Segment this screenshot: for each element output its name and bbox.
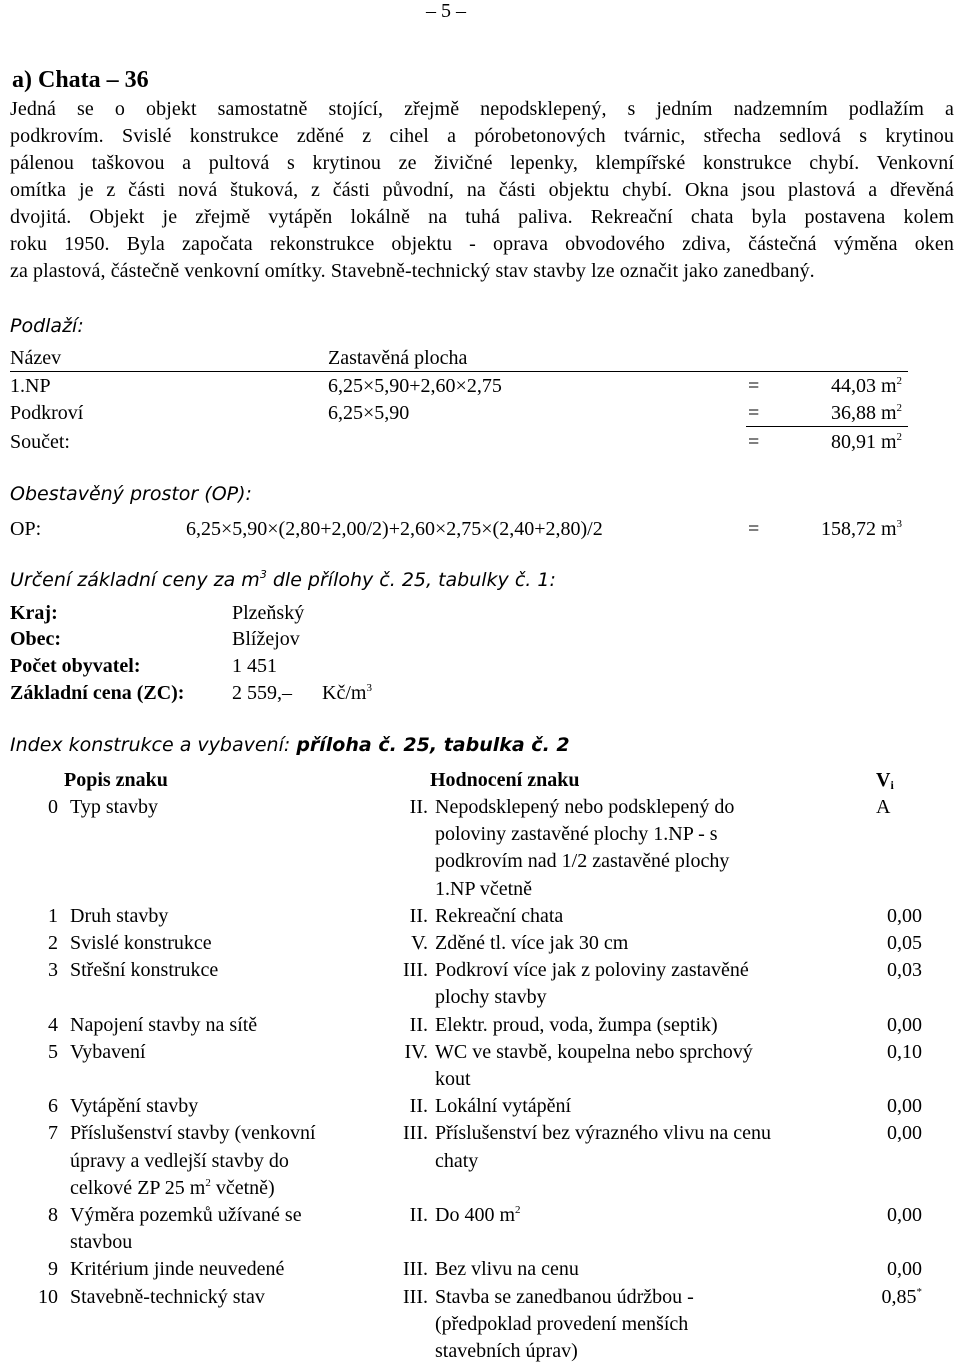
floor-row-name: 1.NP (10, 375, 51, 397)
description-line: pálenou taškovou a pultová s krytinou ze živičné lepenky, klempířské konstrukce chybí. Venkovní (10, 152, 954, 174)
index-row-value: 0,00 (887, 904, 922, 927)
index-row-grade: II. (409, 904, 428, 927)
index-row-number: 1 (48, 904, 58, 927)
description-line: za plastová, částečně venkovní omítky. Stavebně-technický stav stavby lze označit jako zanedbaný. (10, 260, 815, 282)
index-row-number: 4 (48, 1013, 58, 1036)
base-price-heading: Určení základní ceny za $m^3$ dle přílohy č. 25, tabulky č. 1: (10, 568, 556, 591)
volume-formula: 6,25×5,90×(2,80+2,00/2)+2,60×2,75×(2,40+2,80)/2 (186, 518, 603, 540)
index-row-name: stavbou (70, 1231, 133, 1254)
floors-header-rule (10, 371, 908, 372)
page-number: – 5 – (426, 0, 466, 22)
index-row-number: 5 (48, 1040, 58, 1063)
index-row-value: A (876, 796, 891, 818)
index-row-grade: II. (409, 1204, 428, 1226)
index-row-number: 7 (48, 1122, 58, 1145)
description-line: podkrovím. Svislé konstrukce zděné z cihel a pórobetonových tvárnic, střecha sedlová s krytinou (10, 125, 954, 147)
col-sign-header: Popis znaku (64, 769, 168, 791)
index-row-name: úpravy a vedlejší stavby do (70, 1149, 289, 1172)
floor-row-formula: 6,25×5,90 (328, 402, 410, 424)
index-row-value: 0,05 (887, 932, 922, 954)
index-row-desc: WC ve stavbě, koupelna nebo sprchový (435, 1040, 753, 1063)
volume-eq: = (748, 518, 760, 540)
floors-total-eq: = (748, 431, 760, 453)
index-row-name: Vybavení (70, 1040, 146, 1063)
base-price-label: Základní cena (ZC): (10, 682, 185, 704)
index-row-name: Příslušenství stavby (venkovní (70, 1122, 316, 1145)
index-row-number: 6 (48, 1095, 58, 1118)
index-row-desc: Bez vlivu na cenu (435, 1258, 579, 1281)
index-row-grade: V. (411, 932, 428, 954)
index-row-value: 0,10 (887, 1040, 922, 1063)
index-row-desc: podkrovím nad 1/2 zastavěné plochy (435, 850, 730, 873)
base-price-value: 2 559,– (232, 682, 292, 704)
index-row-name: Typ stavby (70, 796, 159, 818)
index-row-value: 0,85* (881, 1285, 922, 1308)
index-row-value: 0,03 (887, 959, 922, 982)
obec-label: Obec: (10, 628, 62, 650)
description-line: roku 1950. Byla započata rekonstrukce objektu - oprava obvodového zdiva, částečná výměna oken (10, 233, 954, 255)
index-row-name: celkové ZP 25 $m^2$ včetně) (70, 1176, 275, 1199)
floors-col-name: Název (10, 347, 62, 369)
index-row-name: Střešní konstrukce (70, 959, 219, 982)
index-row-grade: IV. (404, 1040, 428, 1063)
index-row-desc: kout (435, 1068, 471, 1090)
description-line: omítka je z části nová štuková, z části původní, na části objektu chybí. Okna jsou plastová a dřevěná (10, 179, 954, 201)
index-row-desc: Podkroví více jak z poloviny zastavěné (435, 959, 749, 982)
floor-row-eq: = (748, 375, 760, 397)
index-row-name: Vytápění stavby (70, 1095, 199, 1118)
index-row-grade: III. (403, 1258, 428, 1281)
obec-value: Blížejov (232, 628, 300, 650)
col-v-header: $V_i$ (876, 769, 894, 792)
floors-heading: Podlaží: (10, 315, 84, 337)
index-row-grade: III. (403, 1122, 428, 1145)
kraj-value: Plzeňský (232, 602, 305, 624)
volume-value: 158,72 $m^3$ (820, 518, 902, 540)
index-row-grade: II. (409, 1013, 428, 1036)
floor-row-name: Podkroví (10, 402, 84, 424)
index-row-desc: chaty (435, 1149, 479, 1172)
floors-sum-rule (746, 426, 908, 427)
col-eval-header: Hodnocení znaku (430, 769, 580, 791)
index-row-desc: Zděné tl. více jak 30 cm (435, 932, 629, 954)
volume-heading: Obestavěný prostor (OP): (10, 483, 252, 505)
index-row-name: Druh stavby (70, 904, 169, 927)
index-row-desc: stavebních úprav) (435, 1340, 578, 1362)
index-row-value: 0,00 (887, 1095, 922, 1118)
volume-label: OP: (10, 518, 42, 540)
index-row-desc: Stavba se zanedbanou údržbou - (435, 1285, 694, 1308)
index-row-number: 2 (48, 932, 58, 954)
index-row-number: 0 (48, 796, 58, 818)
index-row-desc: Lokální vytápění (435, 1095, 572, 1118)
index-row-desc: (předpoklad provedení menších (435, 1312, 689, 1335)
base-price-unit: $Kč/m^3$ (322, 682, 372, 704)
index-heading: Index konstrukce a vybavení: příloha č. 25, tabulka č. 2 (10, 734, 570, 756)
population-value: 1 451 (232, 655, 277, 677)
section-heading: a) Chata – 36 (12, 67, 149, 93)
index-row-value: 0,00 (887, 1204, 922, 1226)
floor-row-value: 44,03 $m^2$ (830, 375, 902, 397)
index-row-desc: Rekreační chata (435, 904, 564, 927)
population-label: Počet obyvatel: (10, 655, 141, 677)
index-row-desc: Elektr. proud, voda, žumpa (septik) (435, 1013, 718, 1036)
index-row-number: 3 (48, 959, 58, 982)
floors-total-label: Součet: (10, 431, 70, 453)
index-row-desc: Nepodsklepený nebo podsklepený do (435, 796, 735, 818)
index-row-desc: Do 400 $m^2$ (435, 1204, 521, 1226)
index-row-grade: II. (409, 1095, 428, 1118)
floor-row-value: 36,88 $m^2$ (830, 402, 902, 424)
index-row-grade: III. (403, 959, 428, 982)
index-row-grade: III. (403, 1285, 428, 1308)
index-row-name: Kritérium jinde neuvedené (70, 1258, 285, 1281)
index-row-desc: Příslušenství bez výrazného vlivu na cenu (435, 1122, 772, 1145)
floors-total-value: 80,91 $m^2$ (830, 431, 902, 453)
description-line: dvojitá. Objekt je zřejmě vytápěn lokálně na tuhá paliva. Rekreační chata byla postavena kolem (10, 206, 954, 228)
index-row-name: Svislé konstrukce (70, 932, 212, 954)
floor-row-eq: = (748, 402, 760, 424)
index-row-number: 10 (38, 1285, 58, 1308)
index-row-number: 9 (48, 1258, 58, 1281)
index-row-desc: plochy stavby (435, 986, 547, 1009)
index-row-value: 0,00 (887, 1013, 922, 1036)
kraj-label: Kraj: (10, 602, 58, 624)
index-row-desc: 1.NP včetně (435, 877, 533, 900)
index-row-number: 8 (48, 1204, 58, 1226)
description-line: Jedná se o objekt samostatně stojící, zřejmě nepodsklepený, s jedním nadzemním podlažím a (10, 98, 954, 120)
index-row-name: Napojení stavby na sítě (70, 1013, 258, 1036)
floor-row-formula: 6,25×5,90+2,60×2,75 (328, 375, 502, 397)
floors-col-area: Zastavěná plocha (328, 347, 468, 369)
index-row-desc: poloviny zastavěné plochy 1.NP - s (435, 823, 718, 846)
index-row-grade: II. (409, 796, 428, 818)
index-row-name: Výměra pozemků užívané se (70, 1204, 302, 1226)
index-row-value: 0,00 (887, 1258, 922, 1281)
index-row-value: 0,00 (887, 1122, 922, 1145)
description (10, 96, 954, 285)
index-row-name: Stavebně-technický stav (70, 1285, 265, 1308)
